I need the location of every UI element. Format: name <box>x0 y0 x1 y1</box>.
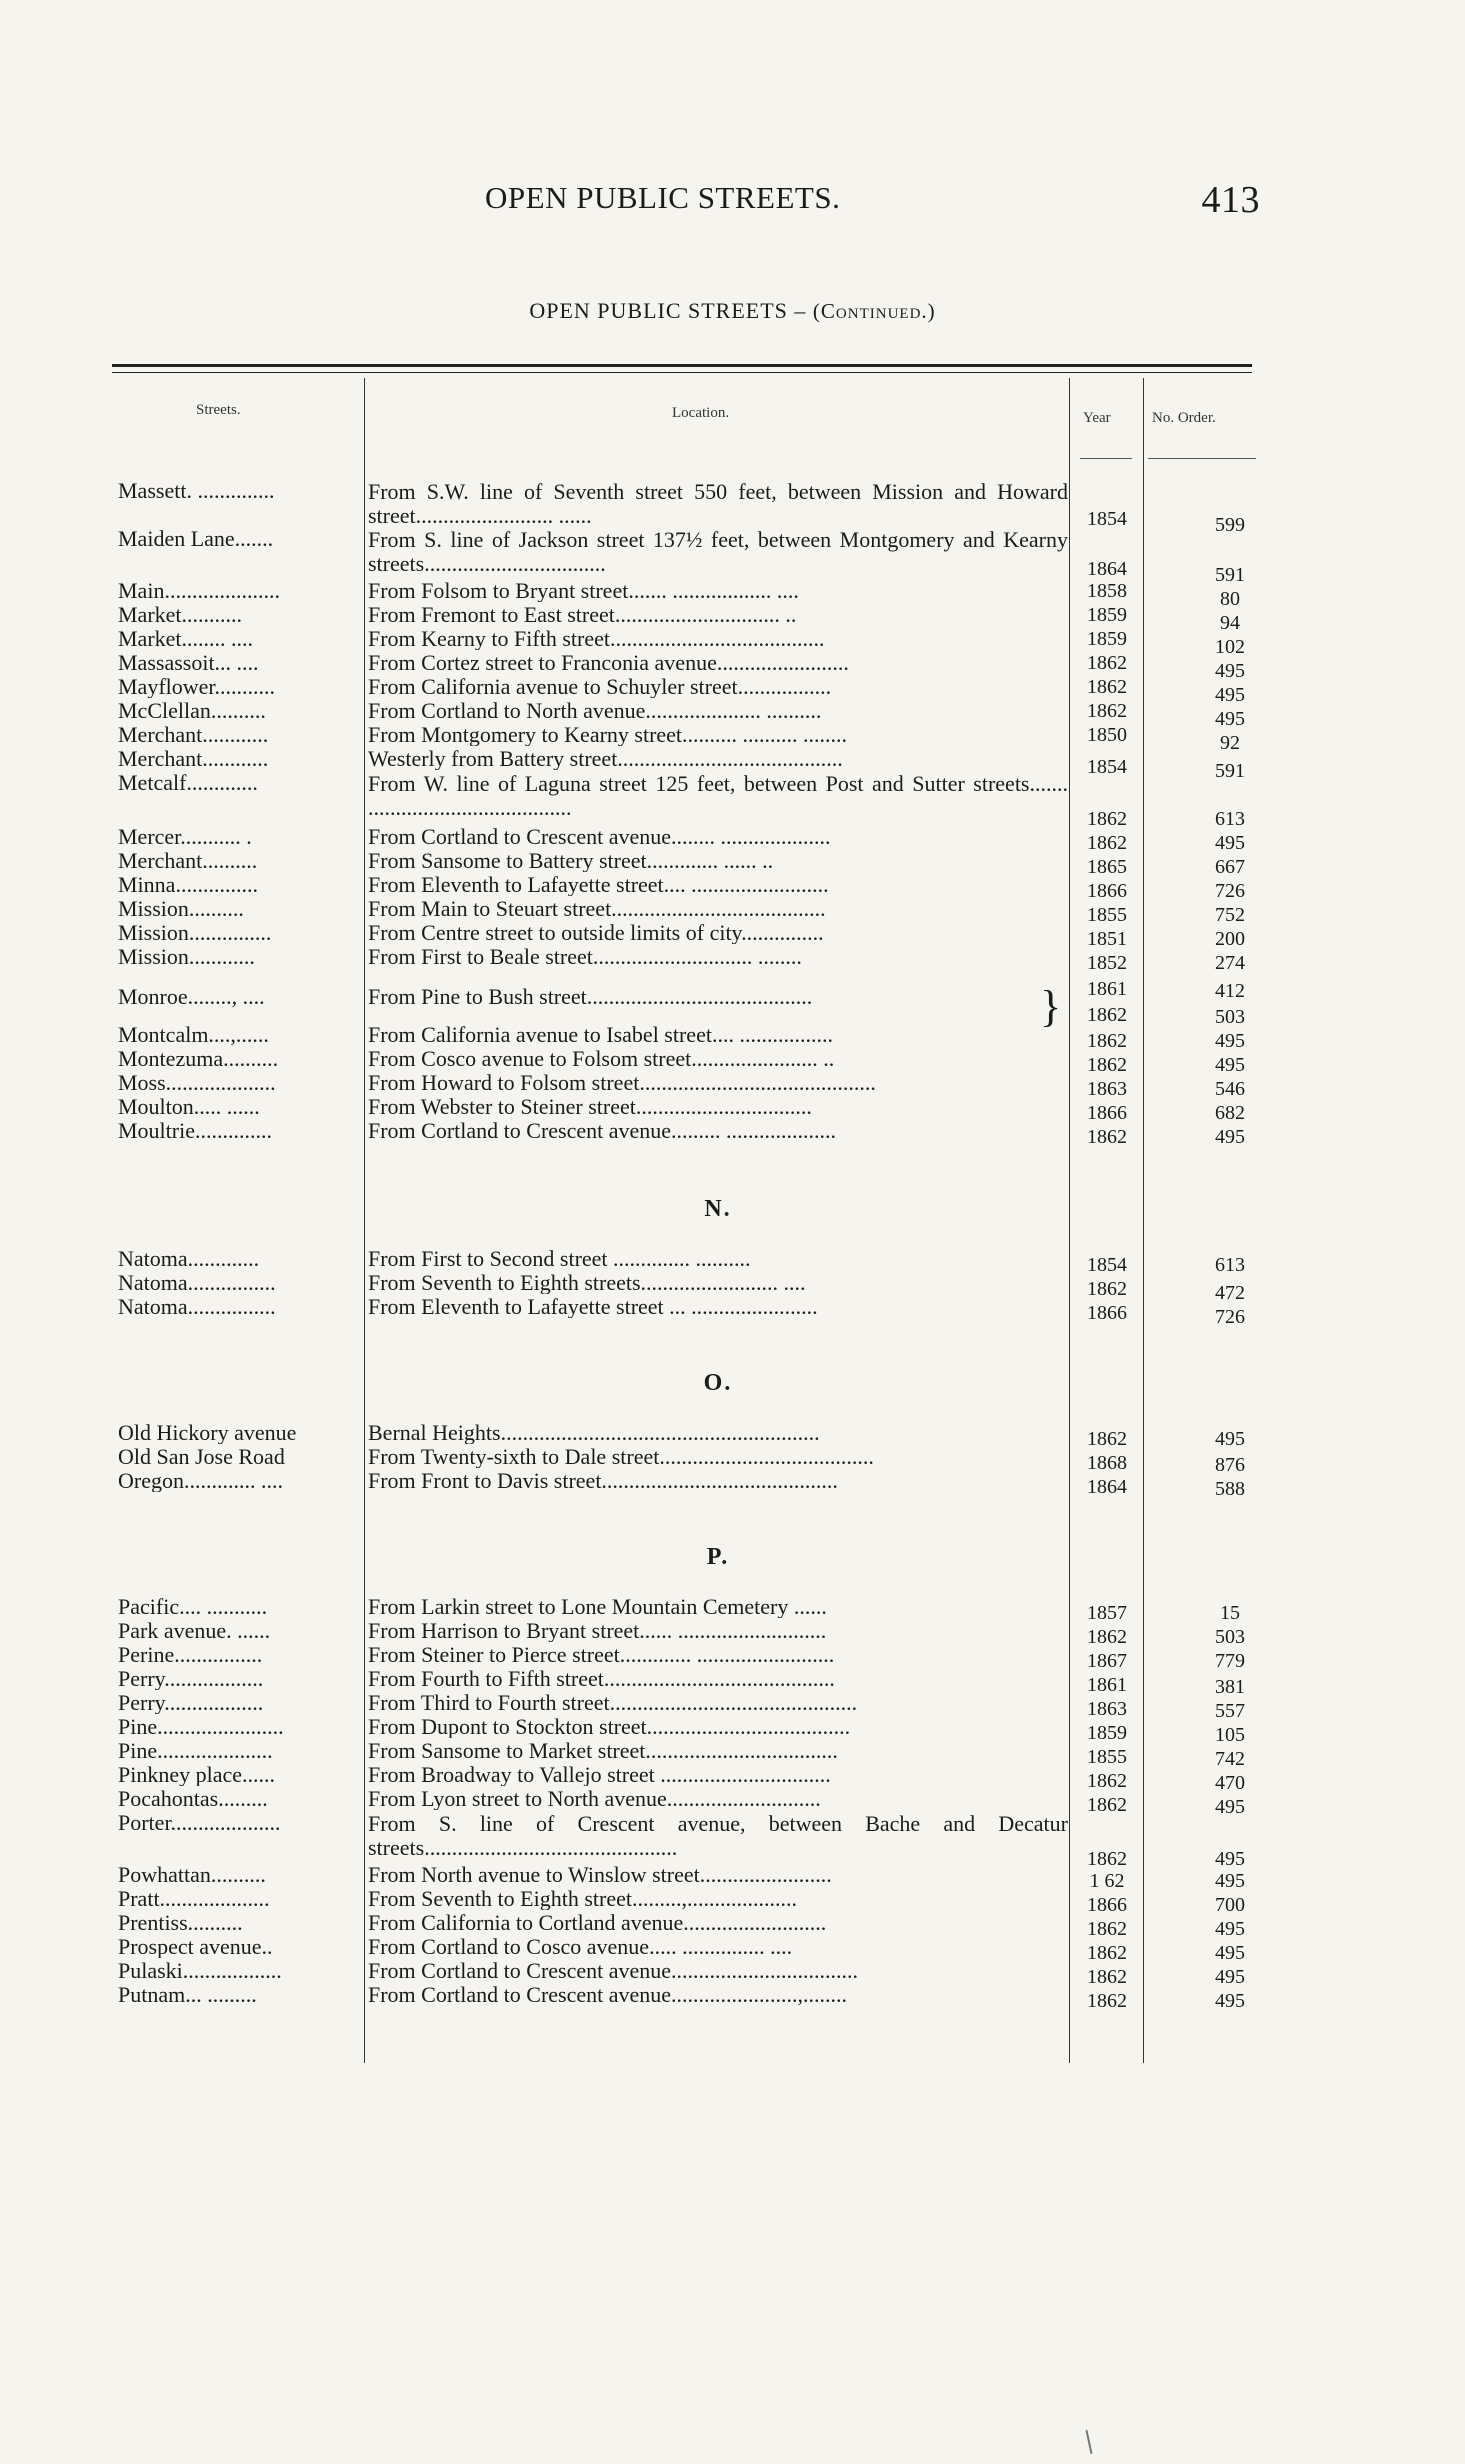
order-header-rule <box>1148 458 1256 459</box>
street-order: 274 <box>1215 952 1245 974</box>
street-year: 1855 <box>1087 904 1127 926</box>
street-year: 1854 <box>1087 756 1127 778</box>
street-order: 495 <box>1215 1796 1245 1818</box>
street-location: From Front to Davis street........................................... <box>368 1470 838 1492</box>
street-order: 105 <box>1215 1724 1245 1746</box>
street-name: Moss.................... <box>118 1072 276 1094</box>
street-year: 1867 <box>1087 1650 1127 1672</box>
street-location: From Dupont to Stockton street..................................... <box>368 1716 851 1738</box>
street-order: 495 <box>1215 708 1245 730</box>
street-name: Pine....................... <box>118 1716 284 1738</box>
brace-mark: } <box>1040 982 1062 1031</box>
street-location: From Cortland to North avenue..................... .......... <box>368 700 822 722</box>
column-header-streets: Streets. <box>196 402 241 418</box>
street-year-second: 1862 <box>1087 1004 1127 1026</box>
street-order: 503 <box>1215 1626 1245 1648</box>
street-order: 94 <box>1220 612 1240 634</box>
street-year: 1862 <box>1087 1428 1127 1450</box>
street-order: 15 <box>1220 1602 1240 1624</box>
street-order: 412 <box>1215 980 1245 1002</box>
street-year: 1862 <box>1087 1966 1127 1988</box>
street-year: 1851 <box>1087 928 1127 950</box>
street-location: From Folsom to Bryant street....... .................. .... <box>368 580 799 602</box>
street-location: From California avenue to Isabel street.... ................. <box>368 1024 833 1046</box>
street-location: From Montgomery to Kearny street.......... .......... ........ <box>368 724 848 746</box>
street-name: Montcalm....,...... <box>118 1024 269 1046</box>
street-name: Massett. .............. <box>118 480 275 502</box>
street-order: 495 <box>1215 1428 1245 1450</box>
street-year: 1865 <box>1087 856 1127 878</box>
street-name: Moultrie.............. <box>118 1120 272 1142</box>
street-year: 1862 <box>1087 652 1127 674</box>
subheading-main: OPEN PUBLIC STREETS – <box>529 298 813 323</box>
street-location: Bernal Heights.......................................................... <box>368 1422 820 1444</box>
street-name: Montezuma.......... <box>118 1048 279 1070</box>
street-order: 682 <box>1215 1102 1245 1124</box>
street-name: Minna............... <box>118 874 258 896</box>
street-location: From Cosco avenue to Folsom street....................... .. <box>368 1048 835 1070</box>
section-letter-n: N. <box>704 1196 732 1222</box>
street-location: From Kearny to Fifth street....................................... <box>368 628 825 650</box>
street-location: From S. line of Jackson street 137½ feet, between Montgomery and Kearny streets................................. <box>368 528 1068 576</box>
street-year: 1 62 <box>1089 1870 1125 1892</box>
street-year: 1854 <box>1087 508 1127 530</box>
street-order: 495 <box>1215 1870 1245 1892</box>
street-name: Park avenue. ...... <box>118 1620 271 1642</box>
street-order-second: 503 <box>1215 1006 1245 1028</box>
street-location: From Cortland to Cosco avenue..... ............... .... <box>368 1936 793 1958</box>
street-location: From California to Cortland avenue.......................... <box>368 1912 827 1934</box>
street-year: 1855 <box>1087 1746 1127 1768</box>
street-order: 700 <box>1215 1894 1245 1916</box>
street-location: Westerly from Battery street......................................... <box>368 748 843 770</box>
street-name: Old Hickory avenue <box>118 1422 297 1444</box>
street-name: Main..................... <box>118 580 280 602</box>
street-location: From Howard to Folsom street........................................... <box>368 1072 876 1094</box>
street-location: From Fourth to Fifth street.......................................... <box>368 1668 835 1690</box>
column-divider-location <box>1069 378 1070 2063</box>
street-year: 1854 <box>1087 1254 1127 1276</box>
street-order: 557 <box>1215 1700 1245 1722</box>
street-location: From S.W. line of Seventh street 550 feet, between Mission and Howard street......................... ...... <box>368 480 1068 528</box>
street-name: Mission............ <box>118 946 255 968</box>
street-name: Powhattan.......... <box>118 1864 266 1886</box>
year-header-rule <box>1080 458 1132 459</box>
column-header-year: Year <box>1083 410 1111 426</box>
page-number: 413 <box>1201 179 1260 221</box>
street-location: From Centre street to outside limits of city............... <box>368 922 824 944</box>
street-location: From W. line of Laguna street 125 feet, between Post and Sutter streets....... ..................................... <box>368 772 1068 820</box>
street-name: McClellan.......... <box>118 700 266 722</box>
street-location: From Broadway to Vallejo street ............................... <box>368 1764 831 1786</box>
street-name: Old San Jose Road <box>118 1446 285 1468</box>
street-name: Moulton..... ...... <box>118 1096 260 1118</box>
street-location: From Eleventh to Lafayette street.... ......................... <box>368 874 829 896</box>
street-order: 591 <box>1215 760 1245 782</box>
street-location: From Seventh to Eighth streets......................... .... <box>368 1272 806 1294</box>
street-order: 495 <box>1215 684 1245 706</box>
street-name: Natoma................ <box>118 1296 276 1318</box>
street-order: 80 <box>1220 588 1240 610</box>
street-order: 495 <box>1215 660 1245 682</box>
street-year: 1859 <box>1087 628 1127 650</box>
street-order: 591 <box>1215 564 1245 586</box>
street-order: 495 <box>1215 1990 1245 2012</box>
street-location: From First to Beale street............................. ........ <box>368 946 802 968</box>
street-location: From Larkin street to Lone Mountain Cemetery ...... <box>368 1596 827 1618</box>
column-divider-streets <box>364 378 365 2063</box>
street-name: Massassoit... .... <box>118 652 259 674</box>
street-year: 1862 <box>1087 1626 1127 1648</box>
street-order: 200 <box>1215 928 1245 950</box>
street-name: Perry.................. <box>118 1668 264 1690</box>
street-name: Mayflower........... <box>118 676 276 698</box>
street-order: 495 <box>1215 1918 1245 1940</box>
street-order: 102 <box>1215 636 1245 658</box>
street-order: 495 <box>1215 1942 1245 1964</box>
street-location: From Seventh to Eighth street.........,.................... <box>368 1888 797 1910</box>
street-year: 1866 <box>1087 1302 1127 1324</box>
street-year: 1864 <box>1087 1476 1127 1498</box>
street-order: 613 <box>1215 808 1245 830</box>
top-rule-thick <box>112 364 1252 367</box>
street-year: 1868 <box>1087 1452 1127 1474</box>
street-year: 1862 <box>1087 832 1127 854</box>
street-location: From California avenue to Schuyler street................. <box>368 676 832 698</box>
street-name: Merchant.......... <box>118 850 258 872</box>
page-title: OPEN PUBLIC STREETS. <box>485 180 841 215</box>
street-name: Monroe........, .... <box>118 986 265 1008</box>
street-name: Natoma................ <box>118 1272 276 1294</box>
street-location: From Fremont to East street.............................. .. <box>368 604 797 626</box>
street-order: 726 <box>1215 1306 1245 1328</box>
street-location: From Twenty-sixth to Dale street....................................... <box>368 1446 874 1468</box>
street-order: 742 <box>1215 1748 1245 1770</box>
street-year: 1850 <box>1087 724 1127 746</box>
street-location: From Lyon street to North avenue............................ <box>368 1788 821 1810</box>
street-year: 1862 <box>1087 1848 1127 1870</box>
street-name: Merchant............ <box>118 748 269 770</box>
street-location: From Main to Steuart street....................................... <box>368 898 826 920</box>
street-year: 1857 <box>1087 1602 1127 1624</box>
street-location: From Sansome to Battery street............. ...... .. <box>368 850 774 872</box>
street-name: Prospect avenue.. <box>118 1936 273 1958</box>
table-subheading <box>0 298 1465 324</box>
street-location: From Webster to Steiner street................................ <box>368 1096 812 1118</box>
street-year: 1862 <box>1087 1794 1127 1816</box>
street-year: 1862 <box>1087 808 1127 830</box>
street-year: 1862 <box>1087 1918 1127 1940</box>
street-order: 546 <box>1215 1078 1245 1100</box>
street-location: From North avenue to Winslow street........................ <box>368 1864 832 1886</box>
street-order: 779 <box>1215 1650 1245 1672</box>
street-location: From Cortez street to Franconia avenue........................ <box>368 652 849 674</box>
street-order: 495 <box>1215 832 1245 854</box>
street-location: From Cortland to Crescent avenue.......................,........ <box>368 1984 848 2006</box>
street-order: 667 <box>1215 856 1245 878</box>
street-name: Pratt.................... <box>118 1888 270 1910</box>
street-name: Maiden Lane....... <box>118 528 274 550</box>
street-name: Pinkney place...... <box>118 1764 276 1786</box>
section-letter-o: O. <box>703 1370 733 1396</box>
street-location: From Cortland to Crescent avenue......... .................... <box>368 1120 837 1142</box>
street-order: 613 <box>1215 1254 1245 1276</box>
street-location: From S. line of Crescent avenue, between Bache and Decatur streets.............................................. <box>368 1812 1068 1860</box>
street-year: 1862 <box>1087 1942 1127 1964</box>
street-order: 495 <box>1215 1966 1245 1988</box>
street-year: 1862 <box>1087 1278 1127 1300</box>
street-year: 1866 <box>1087 880 1127 902</box>
section-letter-p: P. <box>706 1544 730 1570</box>
street-name: Pacific.... ........... <box>118 1596 268 1618</box>
street-year: 1863 <box>1087 1078 1127 1100</box>
street-order: 495 <box>1215 1848 1245 1870</box>
street-year: 1862 <box>1087 1770 1127 1792</box>
street-order: 588 <box>1215 1478 1245 1500</box>
street-name: Mercer........... . <box>118 826 252 848</box>
street-year: 1862 <box>1087 700 1127 722</box>
column-header-location: Location. <box>672 405 730 421</box>
street-name: Porter.................... <box>118 1812 281 1834</box>
street-name: Mission.......... <box>118 898 244 920</box>
top-rule-thin <box>112 372 1252 373</box>
street-order: 92 <box>1220 732 1240 754</box>
street-location: From First to Second street .............. .......... <box>368 1248 751 1270</box>
street-name: Putnam... ......... <box>118 1984 257 2006</box>
street-year: 1862 <box>1087 1030 1127 1052</box>
street-year: 1862 <box>1087 1054 1127 1076</box>
street-year: 1862 <box>1087 676 1127 698</box>
street-order: 495 <box>1215 1030 1245 1052</box>
street-order: 726 <box>1215 880 1245 902</box>
street-year: 1862 <box>1087 1990 1127 2012</box>
subheading-continued: (Continued.) <box>812 299 936 323</box>
street-name: Pine..................... <box>118 1740 273 1762</box>
street-order: 876 <box>1215 1454 1245 1476</box>
street-year: 1859 <box>1087 604 1127 626</box>
street-year: 1861 <box>1087 978 1127 1000</box>
street-name: Market........ .... <box>118 628 254 650</box>
street-name: Pulaski.................. <box>118 1960 282 1982</box>
street-year: 1866 <box>1087 1894 1127 1916</box>
scan-mark <box>1086 2430 1093 2454</box>
street-order: 495 <box>1215 1126 1245 1148</box>
street-name: Oregon............. .... <box>118 1470 283 1492</box>
street-location: From Cortland to Crescent avenue........ .................... <box>368 826 831 848</box>
street-year: 1866 <box>1087 1102 1127 1124</box>
street-year: 1859 <box>1087 1722 1127 1744</box>
street-year: 1861 <box>1087 1674 1127 1696</box>
street-order: 470 <box>1215 1772 1245 1794</box>
street-name: Market........... <box>118 604 243 626</box>
street-name: Metcalf............. <box>118 772 258 794</box>
street-name: Perry.................. <box>118 1692 264 1714</box>
street-location: From Eleventh to Lafayette street ... ....................... <box>368 1296 818 1318</box>
street-year: 1863 <box>1087 1698 1127 1720</box>
street-order: 381 <box>1215 1676 1245 1698</box>
column-header-order: No. Order. <box>1152 410 1216 426</box>
street-year: 1862 <box>1087 1126 1127 1148</box>
street-name: Mission............... <box>118 922 272 944</box>
street-location: From Steiner to Pierce street............. ......................... <box>368 1644 835 1666</box>
street-location: From Sansome to Market street................................... <box>368 1740 838 1762</box>
street-name: Pocahontas......... <box>118 1788 268 1810</box>
street-name: Natoma............. <box>118 1248 260 1270</box>
column-divider-year <box>1143 378 1144 2063</box>
street-name: Merchant............ <box>118 724 269 746</box>
street-location: From Cortland to Crescent avenue.................................. <box>368 1960 859 1982</box>
street-location: From Harrison to Bryant street...... ........................... <box>368 1620 827 1642</box>
street-order: 752 <box>1215 904 1245 926</box>
street-year: 1864 <box>1087 558 1127 580</box>
street-order: 599 <box>1215 514 1245 536</box>
street-name: Prentiss.......... <box>118 1912 243 1934</box>
street-name: Perine................ <box>118 1644 263 1666</box>
street-location: From Third to Fourth street............................................. <box>368 1692 858 1714</box>
street-year: 1858 <box>1087 580 1127 602</box>
street-location: From Pine to Bush street......................................... <box>368 986 813 1008</box>
street-order: 495 <box>1215 1054 1245 1076</box>
street-year: 1852 <box>1087 952 1127 974</box>
street-order: 472 <box>1215 1282 1245 1304</box>
